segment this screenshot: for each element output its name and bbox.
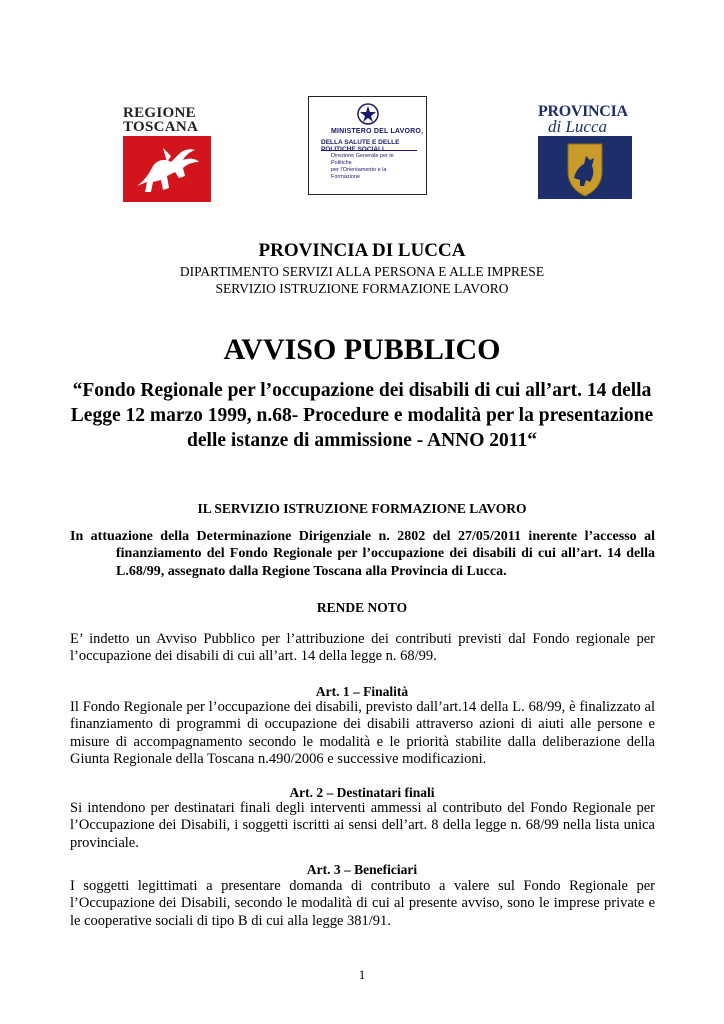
pegasus-icon: [123, 136, 211, 202]
ministero-logo-line4: per l'Orientamento e la Formazione: [331, 167, 387, 180]
article-3-title: Art. 3 – Beneficiari: [306, 862, 418, 877]
lucca-logo-line2: di Lucca: [548, 117, 608, 136]
ministero-logo-line2: DELLA SALUTE E DELLE: [321, 139, 400, 146]
page-number: 1: [358, 967, 366, 982]
ministero-logo-line1: MINISTERO DEL LAVORO,: [331, 128, 424, 135]
service-name: SERVIZIO ISTRUZIONE FORMAZIONE LAVORO: [215, 281, 509, 296]
issuer-heading: IL SERVIZIO ISTRUZIONE FORMAZIONE LAVORO: [197, 501, 527, 516]
province-title: PROVINCIA DI LUCCA: [258, 240, 466, 261]
rende-noto-heading: RENDE NOTO: [316, 600, 408, 615]
provincia-lucca-logo: [538, 104, 632, 200]
lucca-panther-icon: [538, 136, 632, 199]
lucca-logo-line1: PROVINCIA: [538, 103, 628, 120]
article-2-text: Si intendono per destinatari finali degli interventi ammessi al contributo del Fondo Regionale per l’Occupazione dei Disabili, i soggetti iscritti ai sensi dell’art. 8 della legge n. 68/99 nella lista unica provinciale.: [70, 800, 655, 851]
department-name: DIPARTIMENTO SERVIZI ALLA PERSONA E ALLE IMPRESE: [179, 264, 545, 279]
article-1-text: Il Fondo Regionale per l’occupazione dei disabili, previsto dall’art.14 della L. 68/99, è finalizzato al finanziamento di programmi di occupazione dei disabili attraverso azioni di aiuti alle persone e misure di accompagnamento secondo le modalità e le priorità stabilite dalla deliberazione della Giunta Regionale della Toscana n.490/2006 e successive modificazioni.: [70, 699, 655, 767]
regione-logo-line1: REGIONE: [123, 105, 196, 121]
ministero-logo-subtext: [331, 153, 411, 181]
regione-toscana-logo: [121, 106, 213, 200]
notice-title: AVVISO PUBBLICO: [223, 333, 501, 366]
notice-subtitle: “Fondo Regionale per l’occupazione dei disabili di cui all’art. 14 della Legge 12 marzo 1999, n.68- Procedure e modalità per la presentazione delle istanze di ammissione - ANNO 2011“: [70, 380, 654, 451]
logo-bar: [0, 96, 724, 202]
ministero-logo-line3: Direzione Generale per le Politiche: [331, 153, 394, 166]
premise-first-line: In attuazione della Determinazione Dirigenziale n. 2802 del 27/05/2011 inerente l’accesso al: [70, 529, 655, 544]
regione-logo-line2: TOSCANA: [123, 119, 199, 135]
article-3-text: I soggetti legittimati a presentare domanda di contributo a valere sul Fondo Regionale per l’Occupazione dei Disabili, secondo le modalità di cui al presente avviso, sono le imprese private e le cooperative sociali di tipo B di cui alla legge 381/91.: [70, 878, 655, 929]
article-2-title: Art. 2 – Destinatari finali: [289, 785, 435, 800]
republic-emblem-icon: [353, 101, 383, 127]
ministero-divider: [321, 150, 417, 151]
premise-paragraph: [70, 528, 655, 580]
ministero-logo: [308, 96, 427, 195]
article-1-title: Art. 1 – Finalità: [315, 684, 409, 699]
premise-continuation: finanziamento del Fondo Regionale per l’occupazione dei disabili di cui all’art. 14 della L.68/99, assegnato dalla Regione Toscana alla Provincia di Lucca.: [116, 546, 655, 579]
intro-paragraph: E’ indetto un Avviso Pubblico per l’attribuzione dei contributi previsti dal Fondo regionale per l’occupazione dei disabili di cui all’art. 14 della legge n. 68/99.: [70, 631, 655, 665]
